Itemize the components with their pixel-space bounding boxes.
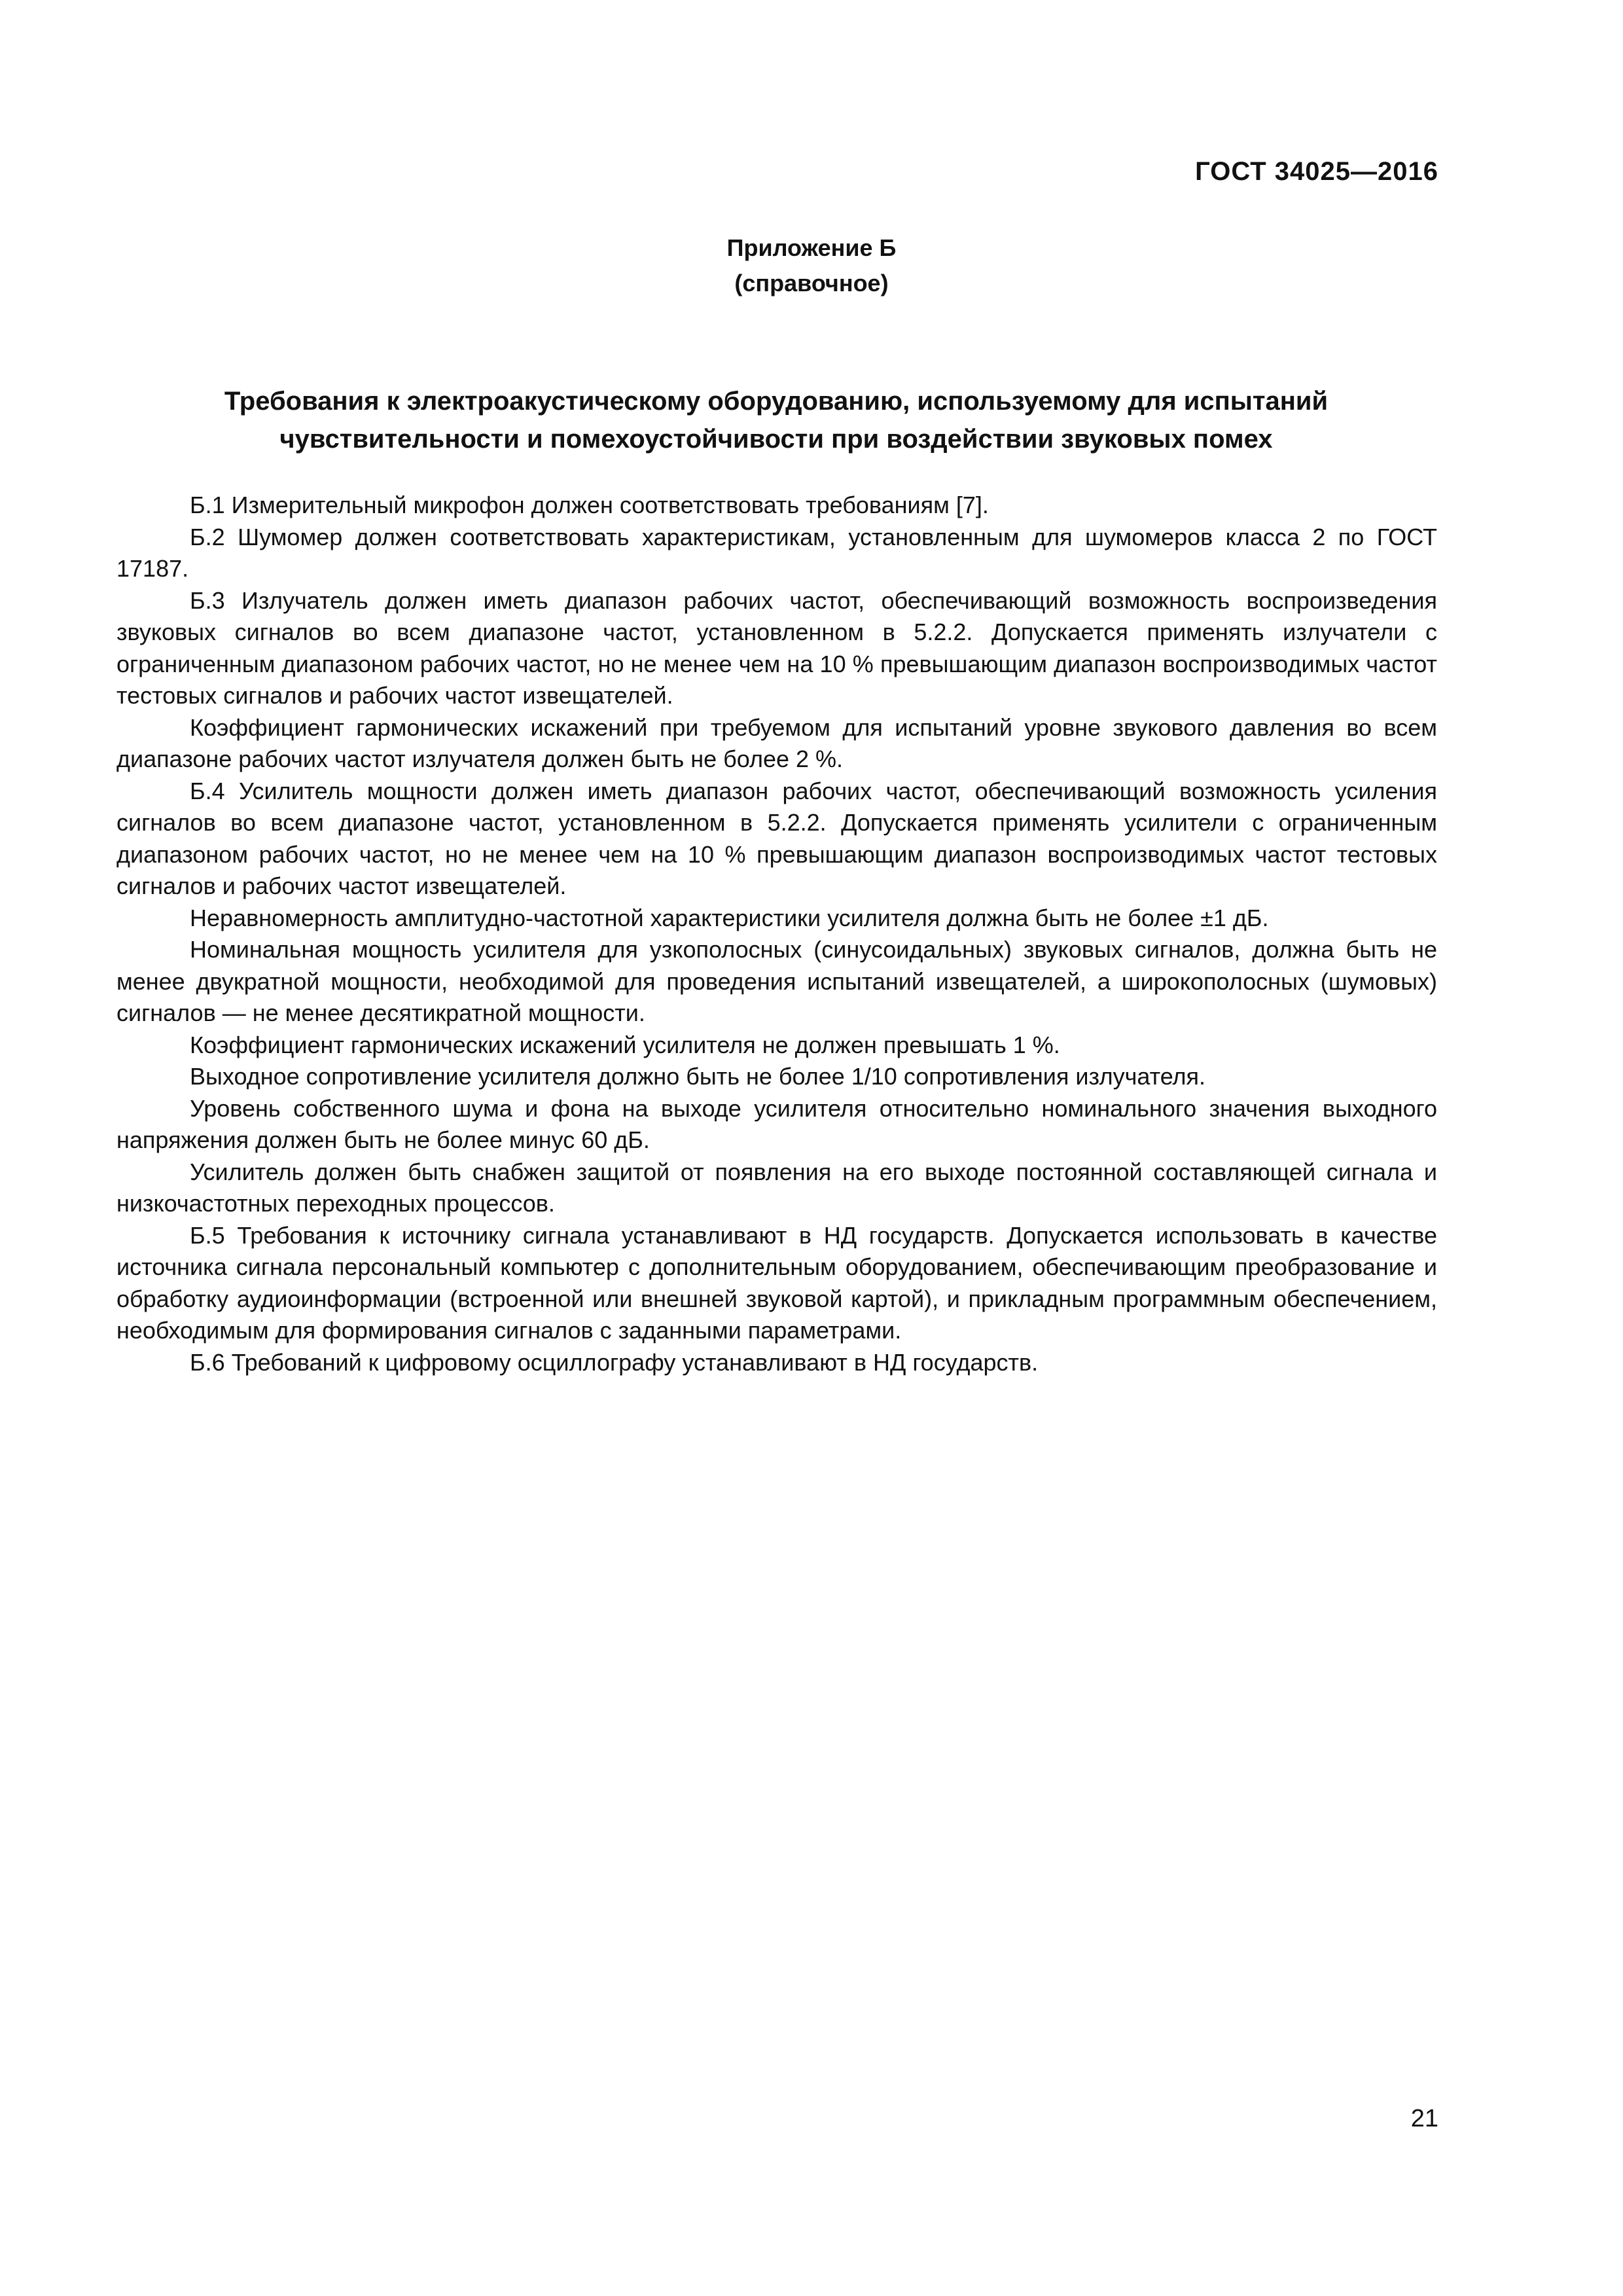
paragraph-b4-distortion: Коэффициент гармонических искажений усилителя не должен превышать 1 %.	[190, 1031, 1060, 1058]
paragraph-b1: Б.1 Измерительный микрофон должен соответствовать требованиям [7].	[190, 492, 989, 518]
appendix-heading	[0, 230, 1623, 301]
appendix-title-line-1: Требования к электроакустическому оборудованию, используемому для испытаний	[224, 387, 1329, 416]
paragraph-b4-noise-level: Уровень собственного шума и фона на выходе усилителя относительно номинального значения выходного напряжения должен быть не более минус 60 дБ.	[116, 1094, 1437, 1153]
page-number: 21	[1410, 2105, 1438, 2132]
paragraph-b4-output-impedance: Выходное сопротивление усилителя должно быть не более 1/10 сопротивления излучателя.	[190, 1063, 1206, 1090]
paragraph-b6: Б.6 Требований к цифровому осциллографу устанавливают в НД государств.	[190, 1348, 1039, 1376]
body-text	[116, 490, 1437, 1378]
paragraph-b4-nominal-power: Номинальная мощность усилителя для узкополосных (синусоидальных) звуковых сигналов, должна быть не менее двукратной мощности, необходимой для проведения испытаний извещателей, а широкополосных (шумовых) сигналов — не менее десятикратной мощности.	[116, 936, 1437, 1026]
appendix-label: Приложение Б	[726, 234, 897, 261]
paragraph-b4-frequency-response: Неравномерность амплитудно-частотной характеристики усилителя должна быть не более ±1 дБ.	[190, 904, 1269, 931]
paragraph-b4-protection: Усилитель должен быть снабжен защитой от появления на его выходе постоянной составляющей сигнала и низкочастотных переходных процессов.	[116, 1158, 1437, 1217]
paragraph-b2: Б.2 Шумомер должен соответствовать характеристикам, установленным для шумомеров класса 2 по ГОСТ 17187.	[116, 523, 1437, 582]
appendix-title	[116, 382, 1436, 458]
appendix-type: (справочное)	[734, 270, 889, 296]
appendix-title-line-2: чувствительности и помехоустойчивости при воздействии звуковых помех	[279, 425, 1273, 454]
paragraph-b5: Б.5 Требования к источнику сигнала устанавливают в НД государств. Допускается использовать в качестве источника сигнала персональный компьютер с дополнительным оборудованием, обеспечивающим преобразование и обработку аудиоинформации (встроенной или внешней звуковой картой), и прикладным программным обеспечением, необходимым для формирования сигналов с заданными параметрами.	[116, 1221, 1437, 1344]
paragraph-b3-distortion: Коэффициент гармонических искажений при требуемом для испытаний уровне звукового давления во всем диапазоне рабочих частот излучателя должен быть не более 2 %.	[116, 713, 1437, 772]
paragraph-b3: Б.3 Излучатель должен иметь диапазон рабочих частот, обеспечивающий возможность воспроизведения звуковых сигналов во всем диапазоне частот, установленном в 5.2.2. Допускается применять излучатели с ограниченным диапазоном рабочих частот, но не менее чем на 10 % превышающим диапазон воспроизводимых частот тестовых сигналов и рабочих частот извещателей.	[116, 586, 1437, 709]
paragraph-b4: Б.4 Усилитель мощности должен иметь диапазон рабочих частот, обеспечивающий возможность усиления сигналов во всем диапазоне частот, установленном в 5.2.2. Допускается применять усилители с ограниченным диапазоном рабочих частот, но не менее чем на 10 % превышающим диапазон воспроизводимых частот тестовых сигналов и рабочих частот извещателей.	[116, 777, 1437, 899]
document-code: ГОСТ 34025—2016	[1195, 157, 1438, 186]
